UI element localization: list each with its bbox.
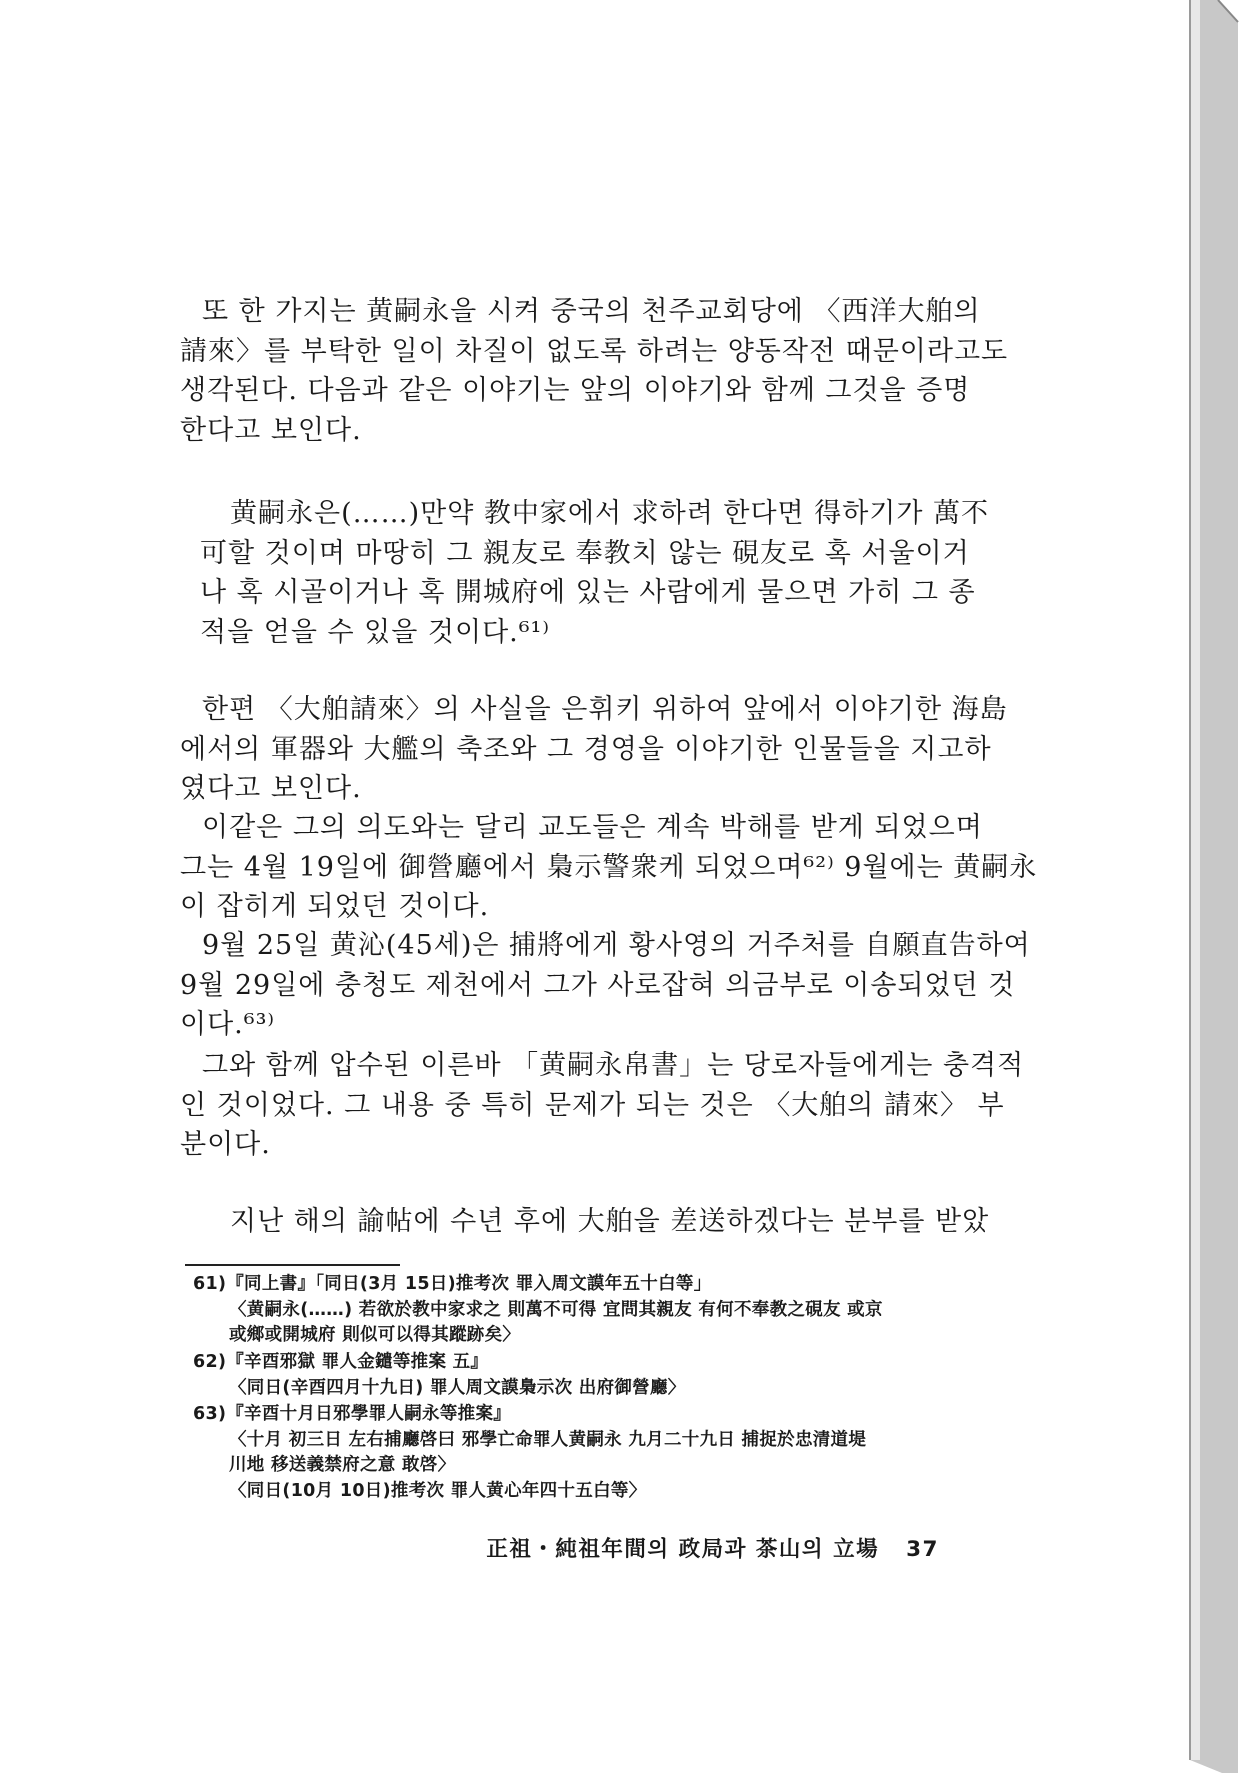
text-line: 나 혹 시골이거나 혹 開城府에 있는 사람에게 물으면 가히 그 종: [200, 577, 976, 608]
text-line: 였다고 보인다.: [180, 773, 362, 804]
paragraph-1: [180, 292, 1009, 450]
quotation-block-2: [200, 1202, 990, 1242]
paragraph-5: [180, 926, 1031, 1045]
footnote-line: 63)『辛酉十月日邪學罪人嗣永等推案』: [193, 1404, 512, 1424]
text-line: 인 것이었다. 그 내용 중 특히 문제가 되는 것은 〈大舶의 請來〉 부: [180, 1089, 1005, 1121]
text-line: 적을 얻을 수 있을 것이다.⁶¹⁾: [200, 616, 551, 648]
text-line: 그는 4월 19일에 御營廳에서 梟示警衆케 되었으며⁶²⁾ 9월에는 黄嗣永: [180, 851, 1038, 883]
text-line: 黄嗣永은(……)만약 教中家에서 求하려 한다면 得하기가 萬不: [230, 498, 990, 529]
text-line: 請來〉를 부탁한 일이 차질이 없도록 하려는 양동작전 때문이라고도: [180, 335, 1009, 367]
text-line: 지난 해의 諭帖에 수년 후에 大舶을 差送하겠다는 분부를 받았: [230, 1206, 990, 1237]
text-line: 可할 것이며 마땅히 그 親友로 奉教치 않는 硯友로 혹 서울이거: [200, 537, 970, 569]
running-title: 正祖・純祖年間의 政局과 茶山의 立場: [486, 1537, 880, 1562]
footnote-line: 〈十月 初三日 左右捕廳啓曰 邪學亡命罪人黄嗣永 九月二十九日 捕捉於忠清道堤: [229, 1429, 867, 1450]
text-line: 9월 29일에 충청도 제천에서 그가 사로잡혀 의금부로 이송되었던 것: [180, 969, 1016, 1001]
footnote-62: [193, 1350, 973, 1401]
footnote-line: 〈同日(10月 10日)推考次 罪人黄心年四十五白等〉: [229, 1480, 647, 1501]
running-footer: [486, 1532, 939, 1563]
text-line: 생각된다. 다음과 같은 이야기는 앞의 이야기와 함께 그것을 증명: [180, 375, 971, 406]
text-line: 분이다.: [180, 1129, 271, 1160]
paragraph-6: [180, 1046, 1025, 1165]
text-line: 한다고 보인다.: [180, 414, 362, 446]
text-line: 이 잡히게 되었던 것이다.: [180, 891, 490, 922]
text-line: 또 한 가지는 黄嗣永을 시켜 중국의 천주교회당에 〈西洋大舶의: [202, 296, 981, 327]
text-line: 에서의 軍器와 大艦의 축조와 그 경영을 이야기한 인물들을 지고하: [180, 733, 992, 765]
footnote-line: 或鄉或開城府 則似可以得其蹤跡矣〉: [229, 1325, 521, 1345]
text-line: 한편 〈大舶請來〉의 사실을 은휘키 위하여 앞에서 이야기한 海島: [202, 694, 1008, 725]
footnote-line: 川地 移送義禁府之意 敢啓〉: [229, 1455, 456, 1475]
footnote-divider: [185, 1264, 400, 1266]
paragraph-3: [180, 690, 1008, 809]
footnote-61: [193, 1272, 973, 1349]
footnote-63: [193, 1402, 973, 1504]
text-line: 이다.⁶³⁾: [180, 1009, 276, 1040]
quotation-block: [200, 494, 990, 652]
page-number: 37: [906, 1537, 939, 1562]
footnote-line: 〈黄嗣永(……) 若欲於教中家求之 則萬不可得 宜問其親友 有何不奉教之硯友 或京: [229, 1299, 883, 1320]
footnote-line: 〈同日(辛酉四月十九日) 罪人周文謨梟示次 出府御營廳〉: [229, 1377, 686, 1398]
text-line: 그와 함께 압수된 이른바 「黄嗣永帛書」는 당로자들에게는 충격적: [202, 1050, 1025, 1081]
paragraph-4: [180, 808, 1038, 927]
footnote-line: 61)『同上書』「同日(3月 15日)推考次 罪入周文謨年五十白等」: [193, 1274, 712, 1294]
footnote-line: 62)『辛酉邪獄 罪人金鑓等推案 五』: [193, 1352, 489, 1372]
text-line: 이같은 그의 의도와는 달리 교도들은 계속 박해를 받게 되었으며: [202, 812, 983, 843]
text-line: 9월 25일 黄沁(45세)은 捕將에게 황사영의 거주처를 自願直告하여: [202, 930, 1031, 961]
